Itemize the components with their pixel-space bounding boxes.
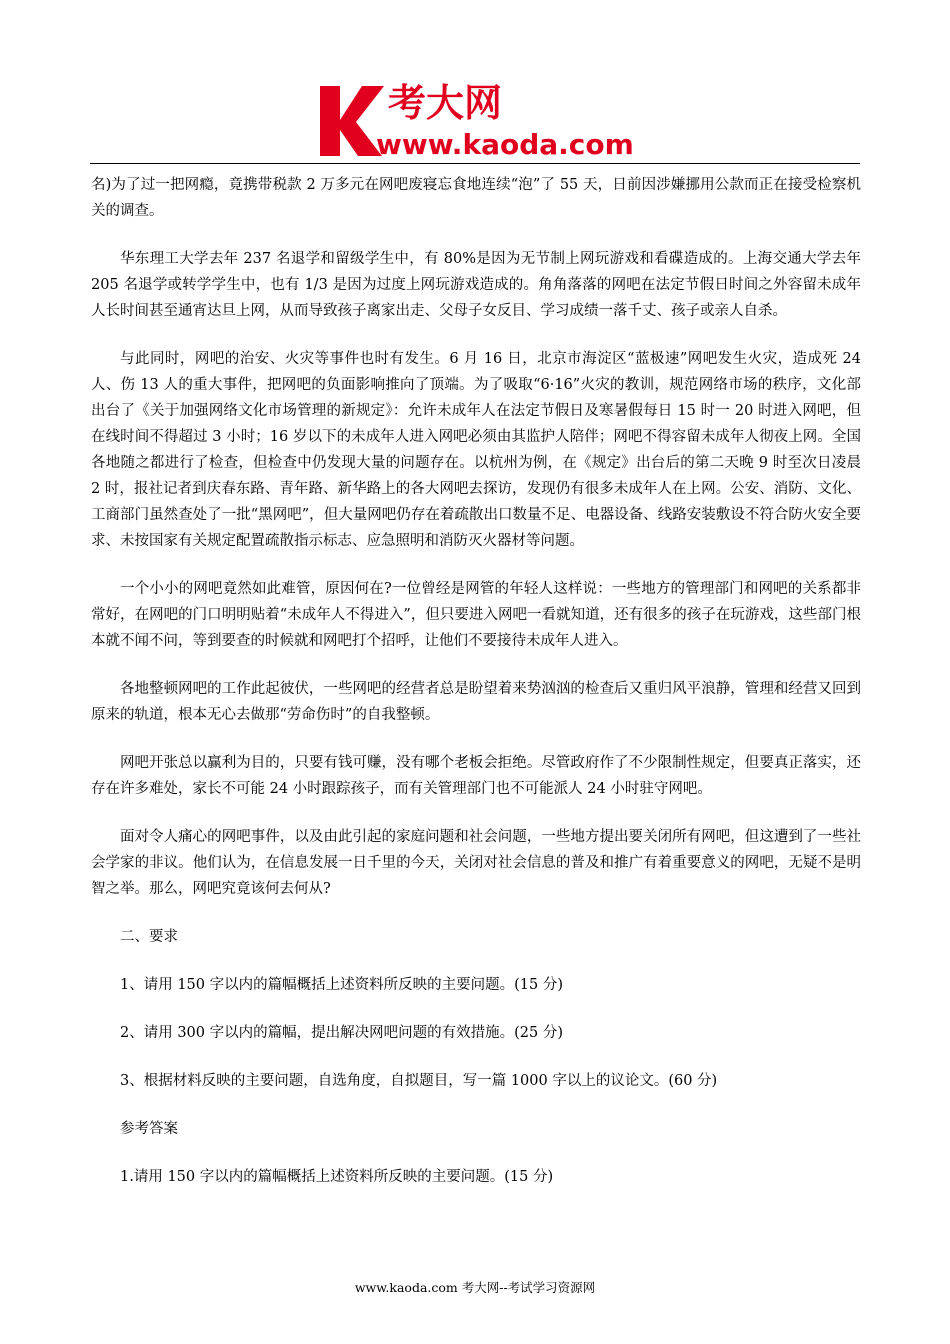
paragraph: 面对令人痛心的网吧事件，以及由此引起的家庭问题和社会问题，一些地方提出要关闭所有网吧，但这遭到了一些社会学家的非议。他们认为，在信息发展一日千里的今天，关闭对社会信息的普及和推广有着重要意义的网吧，无疑不是明智之举。那么，网吧究竟该何去何从? xyxy=(91,829,861,897)
paragraph: 一个小小的网吧竟然如此难管，原因何在?一位曾经是网管的年轻人这样说：一些地方的管理部门和网吧的关系都非常好，在网吧的门口明明贴着“未成年人不得进入”，但只要进入网吧一看就知道，还有很多的孩子在玩游戏，这些部门根本就不闻不问，等到要查的时候就和网吧打个招呼，让他们不要接待未成年人进入。 xyxy=(91,581,861,649)
paragraph: 与此同时，网吧的治安、火灾等事件也时有发生。6 月 16 日，北京市海淀区“蓝极速”网吧发生火灾，造成死 24 人、伤 13 人的重大事件，把网吧的负面影响推向了顶端。为了吸取“6·16”火灾的教训，规范网络市场的秩序，文化部出台了《关于加强网络文化市场管理的新规定》：允许未成年人在法定节假日及寒暑假每日 15 时一 20 时进入网吧，但在线时间不得超过 3 小时；16 岁以下的未成年人进入网吧必须由其监护人陪伴；网吧不得容留未成年人彻夜上网。全国各地随之都进行了检查，但检查中仍发现大量的问题存在。以杭州为例，在《规定》出台后的第二天晚 9 时至次日凌晨 2 时，报社记者到庆春东路、青年路、新华路上的各大网吧去探访，发现仍有很多未成年人在上网。公安、消防、文化、工商部门虽然查处了一批“黑网吧”，但大量网吧仍存在着疏散出口数量不足、电器设备、线路安装敷设不符合防火安全要求、未按国家有关规定配置疏散指示标志、应急照明和消防灭火器材等问题。 xyxy=(91,351,861,549)
paragraph: 华东理工大学去年 237 名退学和留级学生中，有 80%是因为无节制上网玩游戏和看碟造成的。上海交通大学去年 205 名退学或转学学生中，也有 1/3 是因为过度上网玩游戏造成的。角角落落的网吧在法定节假日时间之外容留未成年人长时间甚至通宵达旦上网，从而导致孩子离家出走、父母子女反目、学习成绩一落千丈、孩子或亲人自杀。 xyxy=(91,251,861,319)
requirement-item: 1、请用 150 字以内的篇幅概括上述资料所反映的主要问题。(15 分) xyxy=(120,977,563,993)
paragraph: 各地整顿网吧的工作此起彼伏，一些网吧的经营者总是盼望着来势汹汹的检查后又重归风平浪静，管理和经营又回到原来的轨道，根本无心去做那“劳命伤时”的自我整顿。 xyxy=(91,681,861,723)
section-heading: 参考答案 xyxy=(120,1121,178,1137)
answer-item: 1.请用 150 字以内的篇幅概括上述资料所反映的主要问题。(15 分) xyxy=(120,1169,554,1185)
document-body xyxy=(91,172,861,1190)
kaoda-logo xyxy=(318,80,648,160)
section-heading: 二、要求 xyxy=(120,929,178,945)
page-footer: www.kaoda.com 考大网--考试学习资源网 xyxy=(354,1280,596,1295)
logo-url: www.kaoda.com xyxy=(376,128,634,160)
requirement-item: 3、根据材料反映的主要问题，自选角度，自拟题目，写一篇 1000 字以上的议论文。(60 分) xyxy=(120,1073,718,1089)
logo-chinese-name: 考大网 xyxy=(388,81,503,125)
paragraph: 网吧开张总以赢利为目的，只要有钱可赚，没有哪个老板会拒绝。尽管政府作了不少限制性规定，但要真正落实，还存在许多难处，家长不可能 24 小时跟踪孩子，而有关管理部门也不可能派人 24 小时驻守网吧。 xyxy=(91,755,861,797)
paragraph: 名)为了过一把网瘾，竟携带税款 2 万多元在网吧废寝忘食地连续“泡”了 55 天，日前因涉嫌挪用公款而正在接受检察机关的调查。 xyxy=(91,177,861,219)
page-header xyxy=(0,0,950,165)
header-divider xyxy=(90,163,860,164)
requirement-item: 2、请用 300 字以内的篇幅，提出解决网吧问题的有效措施。(25 分) xyxy=(120,1025,563,1041)
